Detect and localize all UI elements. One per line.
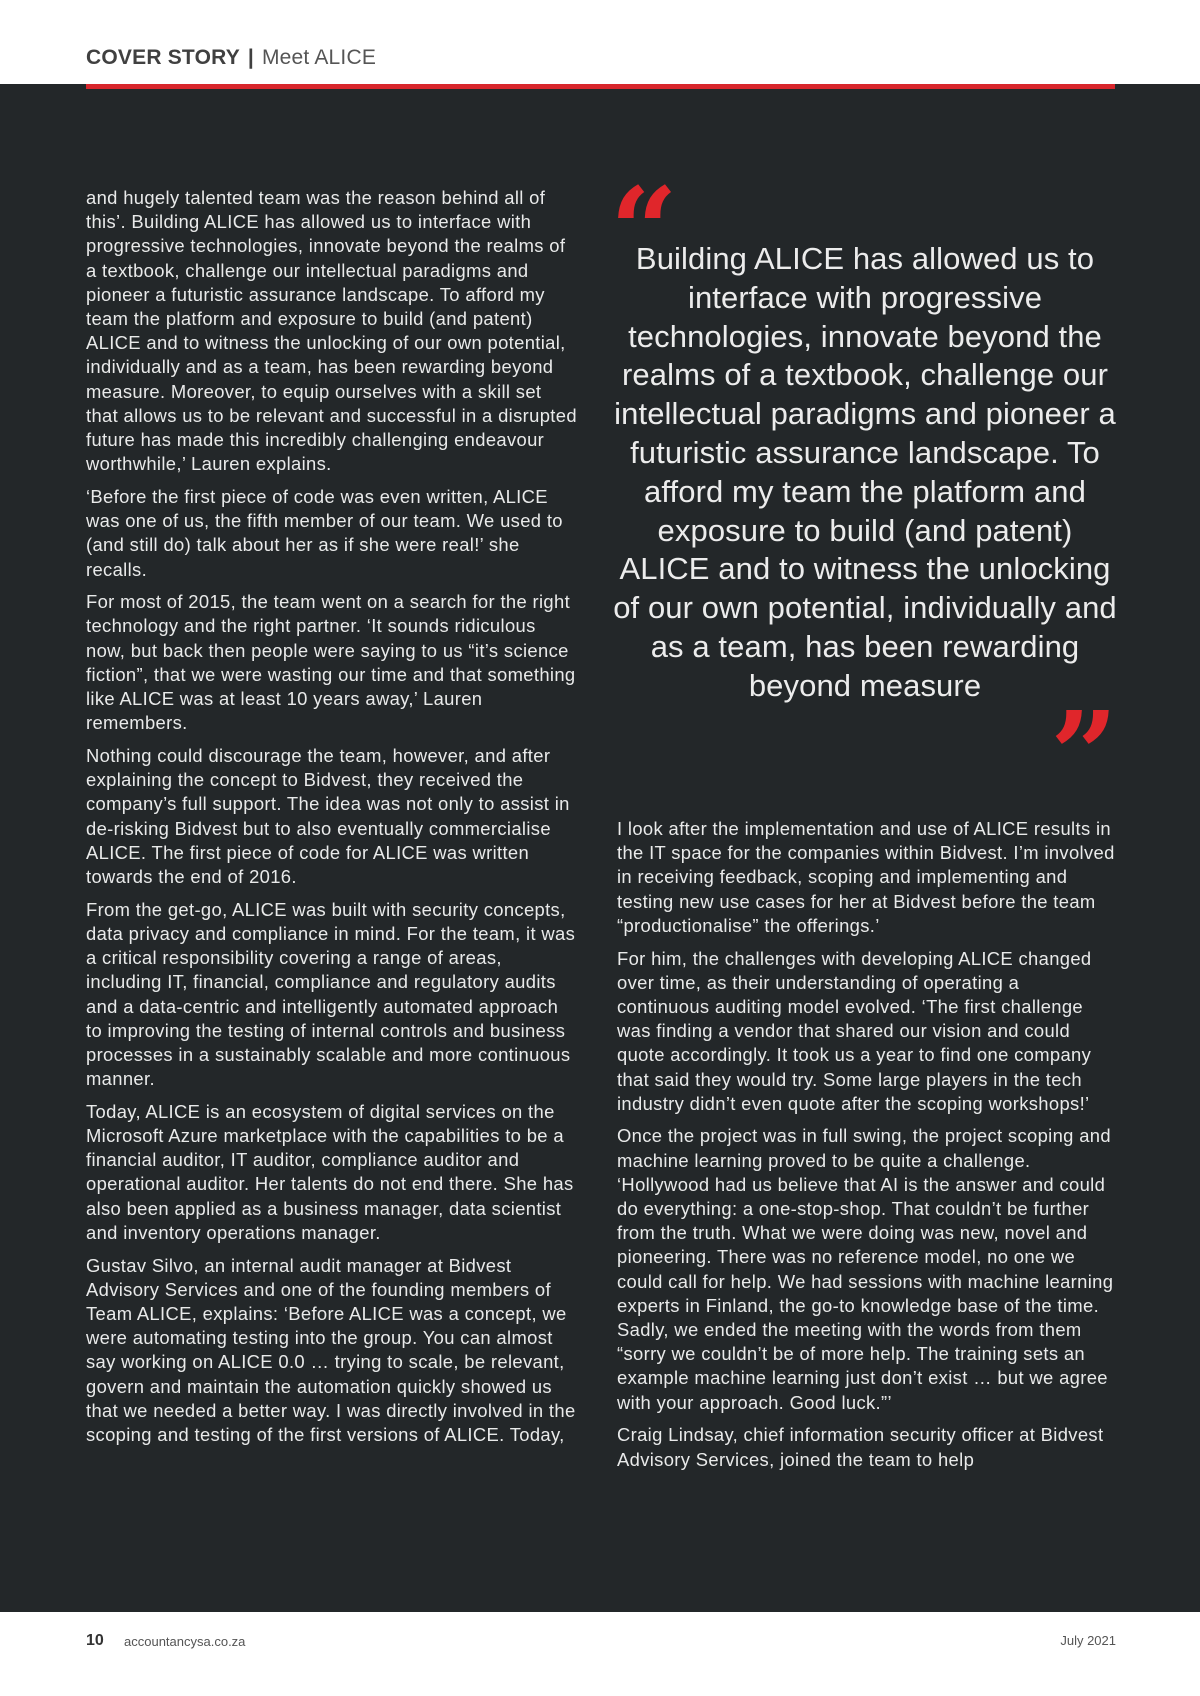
- left-column: [86, 186, 578, 1456]
- body-paragraph: ‘Before the first piece of code was even written, ALICE was one of us, the fifth member of our team. We used to (and still do) talk about her as if she were real!’ she recalls.: [86, 485, 563, 580]
- close-quote-icon: ”: [1050, 685, 1118, 824]
- body-paragraph: For most of 2015, the team went on a search for the right technology and the right partner. ‘It sounds ridiculous now, but back then people were saying to us “it’s science fiction”, that we were wasting our time and that something like ALICE was at least 10 years away,’ Lauren remembers.: [86, 591, 576, 734]
- accent-rule: [86, 84, 1115, 89]
- body-paragraph: and hugely talented team was the reason behind all of this’. Building ALICE has allowed us to interface with progressive technologies, innovate beyond the realms of a textbook, challenge our intellectual paradigms and pioneer a futuristic assurance landscape. To afford my team the platform and exposure to build (and patent) ALICE and to witness the unlocking of our own potential, individually and as a team, has been rewarding beyond measure. Moreover, to equip ourselves with a skill set that allows us to be relevant and successful in a disrupted future has made this incredibly challenging endeavour worthwhile,’ Lauren explains.: [86, 187, 577, 475]
- header-separator: |: [247, 46, 254, 69]
- body-paragraph: I look after the implementation and use of ALICE results in the IT space for the companies within Bidvest. I’m involved in receiving feedback, scoping and implementing and testing new use cases for her at Bidvest before the team “productionalise” the offerings.’: [617, 818, 1115, 936]
- body-paragraph: Once the project was in full swing, the project scoping and machine learning proved to be quite a challenge. ‘Hollywood had us believe that AI is the answer and could do everything: a one-stop-shop. That couldn’t be further from the truth. What we were doing was new, novel and pioneering. There was no reference model, no one we could call for help. We had sessions with machine learning experts in Finland, the go-to knowledge base of the time. Sadly, we ended the meeting with the words from them “sorry we couldn’t be of more help. The training sets an example machine learning just don’t exist … but we agree with your approach. Good luck.”’: [617, 1125, 1114, 1413]
- open-quote-icon: “: [610, 161, 678, 300]
- body-paragraph: Craig Lindsay, chief information security officer at Bidvest Advisory Services, joined the team to help: [617, 1424, 1104, 1470]
- running-header: [86, 46, 376, 70]
- body-paragraph: Nothing could discourage the team, however, and after explaining the concept to Bidvest, they received the company’s full support. The idea was not only to assist in de-risking Bidvest but to also eventually commercialise ALICE. The first piece of code for ALICE was written towards the end of 2016.: [86, 744, 570, 887]
- pull-quote: [610, 161, 1118, 824]
- body-paragraph: From the get-go, ALICE was built with security concepts, data privacy and compliance in mind. For the team, it was a critical responsibility covering a range of areas, including IT, financial, compliance and regulatory audits and a data-centric and intelligently automated approach to improving the testing of internal controls and business processes in a sustainably scalable and more continuous manner.: [86, 898, 576, 1090]
- section-label: COVER STORY: [86, 46, 240, 69]
- body-paragraph: For him, the challenges with developing ALICE changed over time, as their understanding of operating a continuous auditing model evolved. ‘The first challenge was finding a vendor that shared our vision and could quote accordingly. It took us a year to find one company that said they would try. Some large players in the tech industry didn’t even quote after the scoping workshops!’: [617, 947, 1092, 1114]
- page-number: 10: [86, 1632, 104, 1649]
- body-paragraph: Gustav Silvo, an internal audit manager at Bidvest Advisory Services and one of the founding members of Team ALICE, explains: ‘Before ALICE was a concept, we were automating testing into the group. You can almost say working on ALICE 0.0 … trying to scale, be relevant, govern and maintain the automation quickly showed us that we needed a better way. I was directly involved in the scoping and testing of the first versions of ALICE. Today,: [86, 1254, 576, 1445]
- website-label: accountancysa.co.za: [124, 1634, 246, 1649]
- article-topic: Meet ALICE: [261, 46, 377, 69]
- right-column: [617, 817, 1117, 1480]
- pull-quote-text: Building ALICE has allowed us to interface with progressive technologies, innovate beyond the realms of a textbook, challenge our intellectual paradigms and pioneer a futuristic assurance landscape. To afford my team the platform and exposure to build (and patent) ALICE and to witness the unlocking of our own potential, individually and as a team, has been rewarding beyond measure: [613, 241, 1117, 703]
- body-paragraph: Today, ALICE is an ecosystem of digital services on the Microsoft Azure marketplace with the capabilities to be a financial auditor, IT auditor, compliance auditor and operational auditor. Her talents do not end there. She has also been applied as a business manager, data scientist and inventory operations manager.: [86, 1100, 574, 1243]
- issue-date: July 2021: [1060, 1633, 1116, 1648]
